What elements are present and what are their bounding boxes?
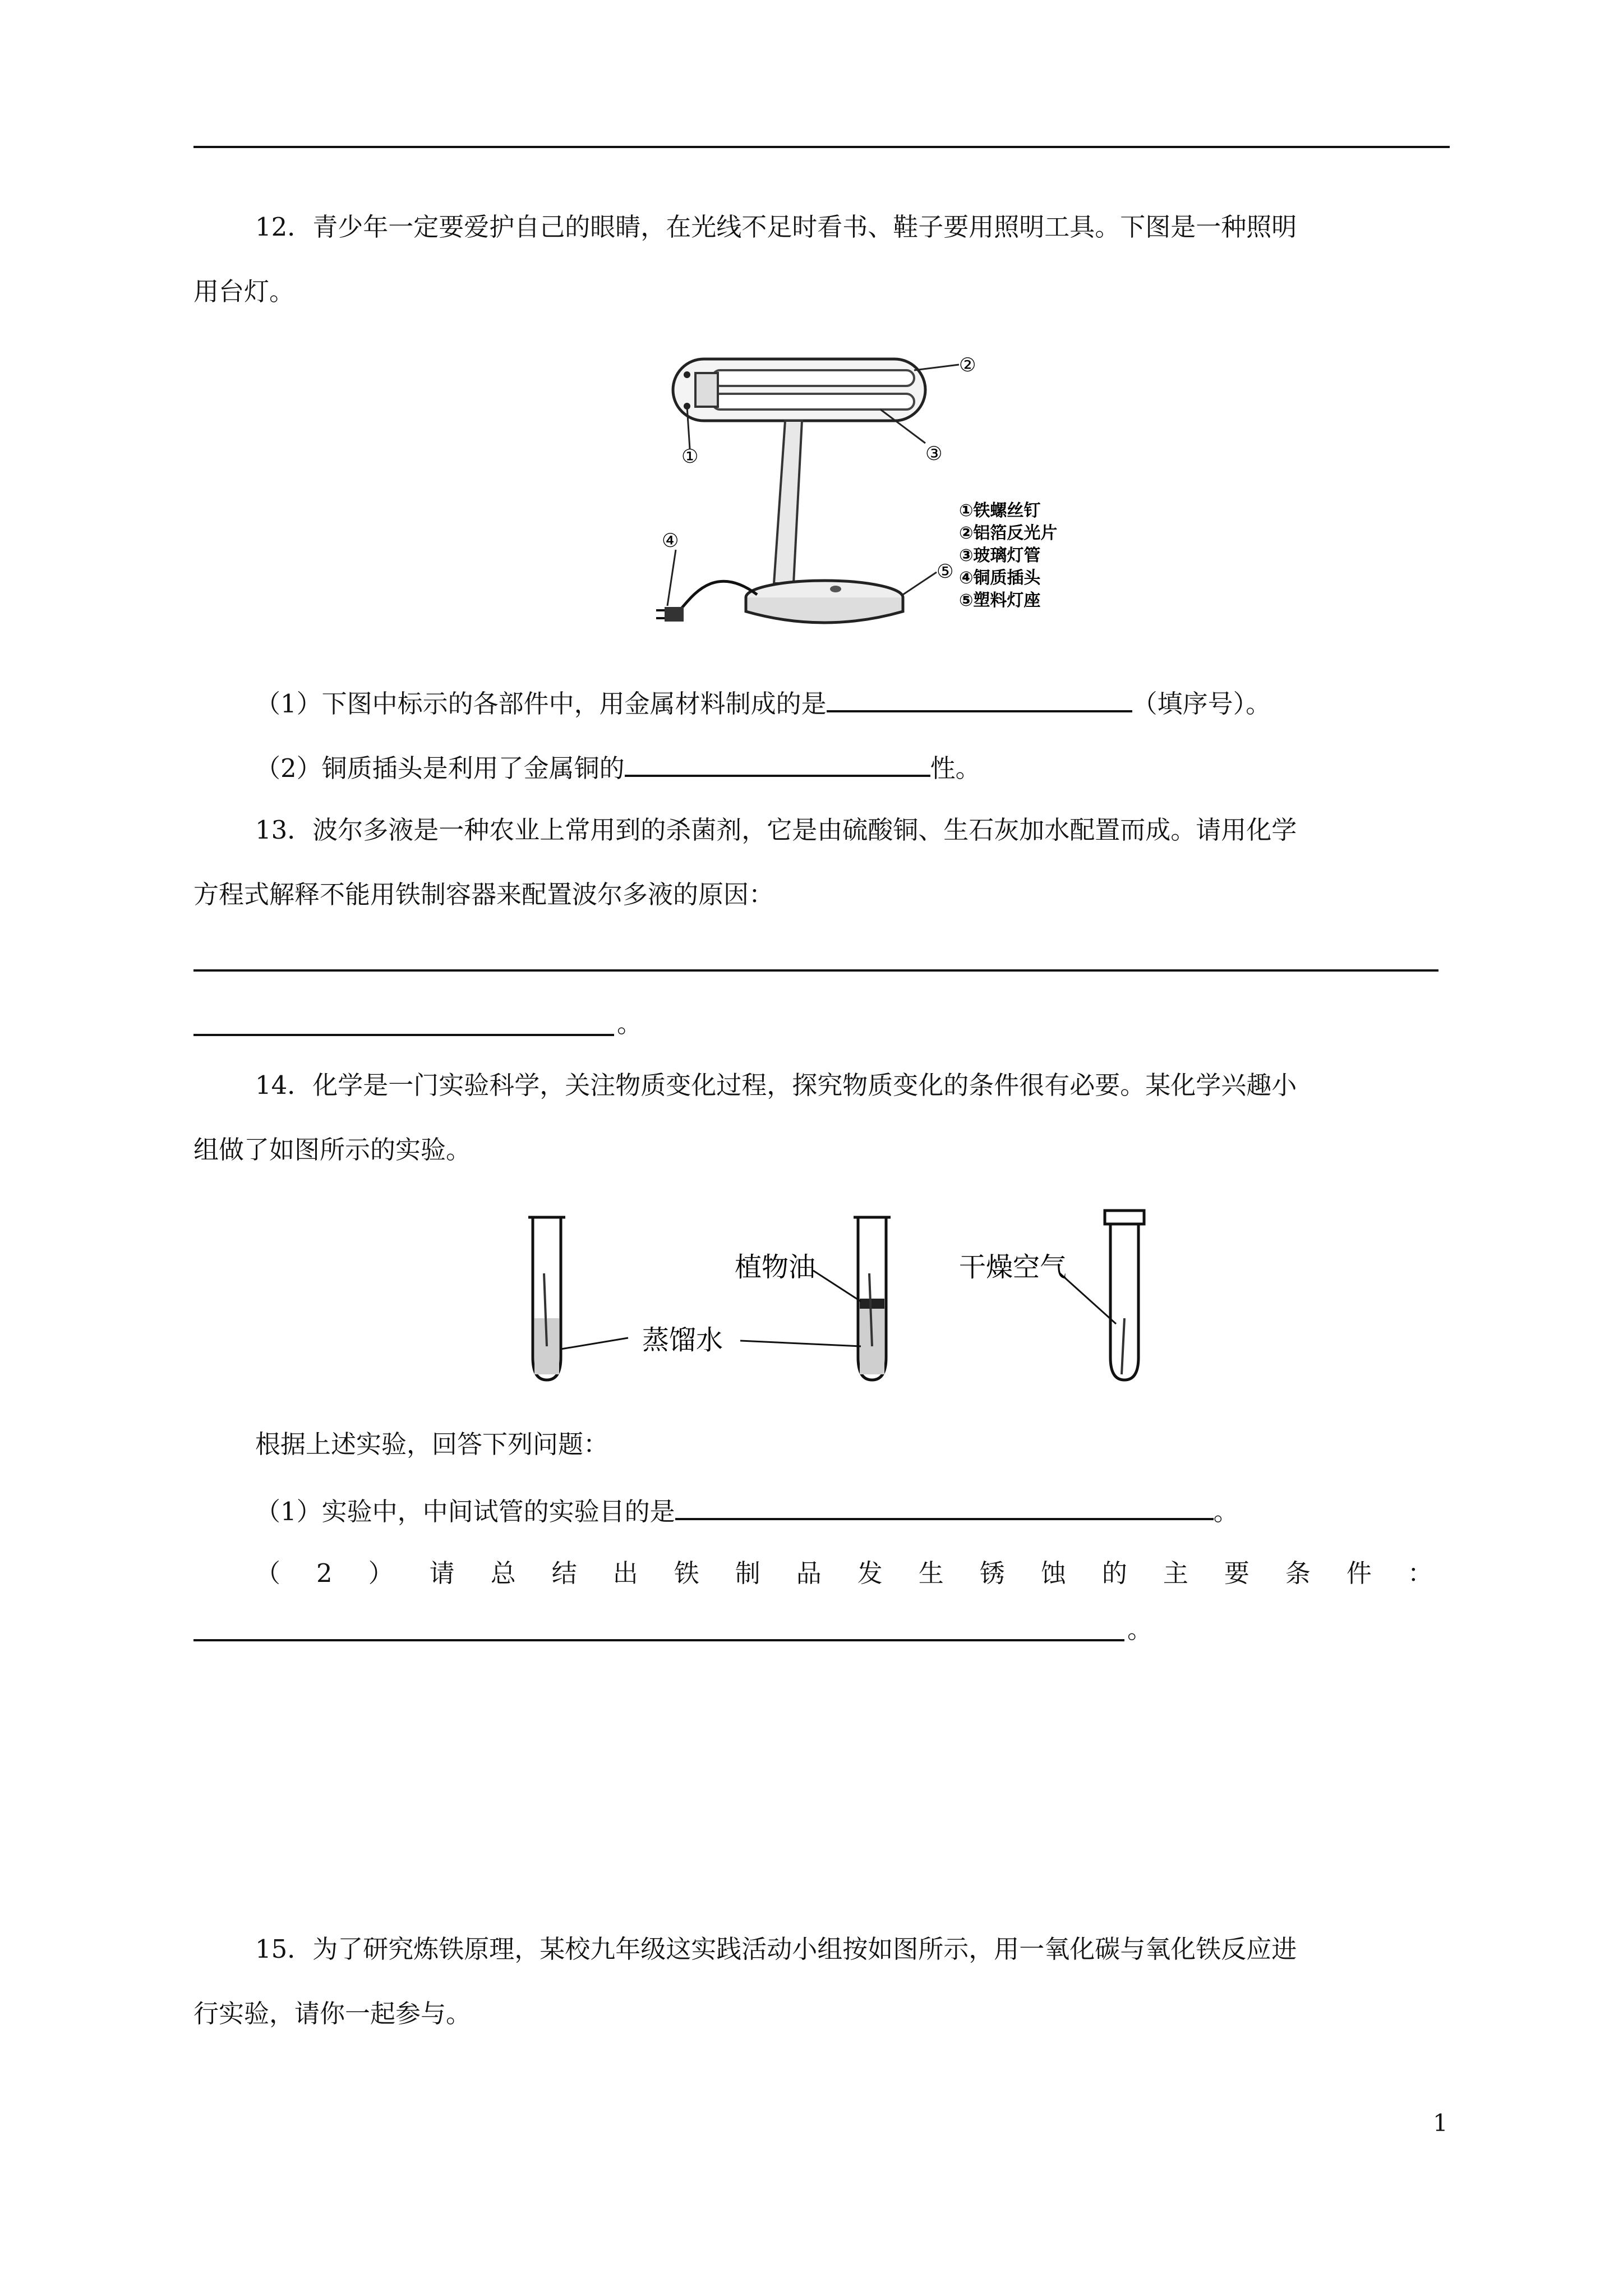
q12-part2-suffix: 性。 (930, 753, 981, 783)
q14-part2-char: 发 (857, 1558, 883, 1588)
q14-part2-char: 品 (796, 1558, 822, 1588)
q14-part2-char: 2 (316, 1558, 333, 1588)
header-rule (193, 146, 1450, 148)
q14-part2-char: 件 (1346, 1558, 1372, 1588)
q14-part2-char: ： (1407, 1558, 1433, 1588)
q12-part2-prefix: （2）铜质插头是利用了金属铜的 (255, 753, 625, 783)
q14-part1-suffix: 。 (1213, 1497, 1239, 1526)
callout-5: ⑤ (937, 560, 954, 583)
q13-stem-line1: 13．波尔多液是一种农业上常用到的杀菌剂，它是由硫酸铜、生石灰加水配置而成。请用化学 (255, 815, 1297, 845)
legend-item-3: ③玻璃灯管 (959, 546, 1041, 565)
q14-part2-end-mark: 。 (1127, 1614, 1153, 1644)
q14-part1-prefix: （1）实验中，中间试管的实验目的是 (255, 1497, 675, 1526)
q14-part1 (255, 1492, 1239, 1529)
q14-part2-char: 要 (1224, 1558, 1249, 1588)
label-vegetable-oil: 植物油 (735, 1251, 816, 1283)
q14-part2-answer-rule[interactable] (193, 1639, 1124, 1641)
q12-part2 (255, 749, 981, 785)
q14-prompt: 根据上述实验，回答下列问题： (255, 1429, 609, 1459)
q12-part2-answer-blank[interactable] (625, 749, 930, 777)
q14-part2-char: 生 (918, 1558, 944, 1588)
q12-part1-suffix: （填序号）。 (1132, 689, 1271, 719)
q14-stem-line2: 组做了如图所示的实验。 (193, 1135, 472, 1165)
q14-part2-char: 请 (429, 1558, 455, 1588)
q14-part2-char: （ (255, 1558, 281, 1588)
callout-1: ① (681, 445, 699, 468)
q14-part1-answer-blank[interactable] (675, 1492, 1214, 1520)
q13-answer-rule-1[interactable] (193, 969, 1438, 972)
q12-stem-line1: 12．青少年一定要爱护自己的眼睛，在光线不足时看书、鞋子要用照明工具。下图是一种照明 (255, 212, 1297, 242)
q14-part2-line (255, 1557, 1433, 1590)
legend-item-4: ④铜质插头 (959, 568, 1041, 588)
page-number: 1 (1433, 2109, 1448, 2137)
q14-part2-char: 的 (1101, 1558, 1127, 1588)
q14-part2-char: 铁 (674, 1558, 699, 1588)
callout-2: ② (959, 354, 976, 376)
q12-part1 (255, 684, 1271, 721)
q14-part2-char: 主 (1163, 1558, 1188, 1588)
q14-part2-char: 总 (490, 1558, 516, 1588)
q12-stem-line2: 用台灯。 (193, 277, 295, 306)
legend-item-2: ②铝箔反光片 (959, 523, 1058, 543)
q15-stem-line1: 15．为了研究炼铁原理，某校九年级这实践活动小组按如图所示，用一氧化碳与氧化铁反应进 (255, 1934, 1297, 1964)
q14-part2-char: 蚀 (1040, 1558, 1066, 1588)
desk-lamp-figure (645, 348, 1071, 639)
q14-part2-char: ） (368, 1558, 394, 1588)
callout-3: ③ (925, 443, 943, 465)
q14-part2-char: 出 (612, 1558, 638, 1588)
q12-part1-answer-blank[interactable] (827, 684, 1132, 712)
label-distilled-water: 蒸馏水 (642, 1324, 723, 1356)
q12-part1-prefix: （1）下图中标示的各部件中，用金属材料制成的是 (255, 689, 827, 719)
q13-stem-line2: 方程式解释不能用铁制容器来配置波尔多液的原因： (193, 880, 774, 909)
test-tubes-figure (522, 1206, 1172, 1391)
q14-part2-char: 制 (735, 1558, 760, 1588)
q14-stem-line1: 14．化学是一门实验科学，关注物质变化过程，探究物质变化的条件很有必要。某化学兴趣小 (255, 1070, 1297, 1100)
q14-part2-char: 条 (1285, 1558, 1311, 1588)
q13-end-mark: 。 (617, 1009, 643, 1038)
q14-part2-char: 结 (551, 1558, 577, 1588)
q13-answer-rule-2[interactable] (193, 1034, 614, 1036)
q14-part2-char: 锈 (979, 1558, 1005, 1588)
q15-stem-line2: 行实验，请你一起参与。 (193, 1999, 472, 2028)
legend-item-5: ⑤塑料灯座 (959, 591, 1041, 610)
label-dry-air: 干燥空气 (959, 1251, 1067, 1283)
legend-item-1: ①铁螺丝钉 (959, 501, 1041, 521)
callout-4: ④ (662, 530, 679, 552)
